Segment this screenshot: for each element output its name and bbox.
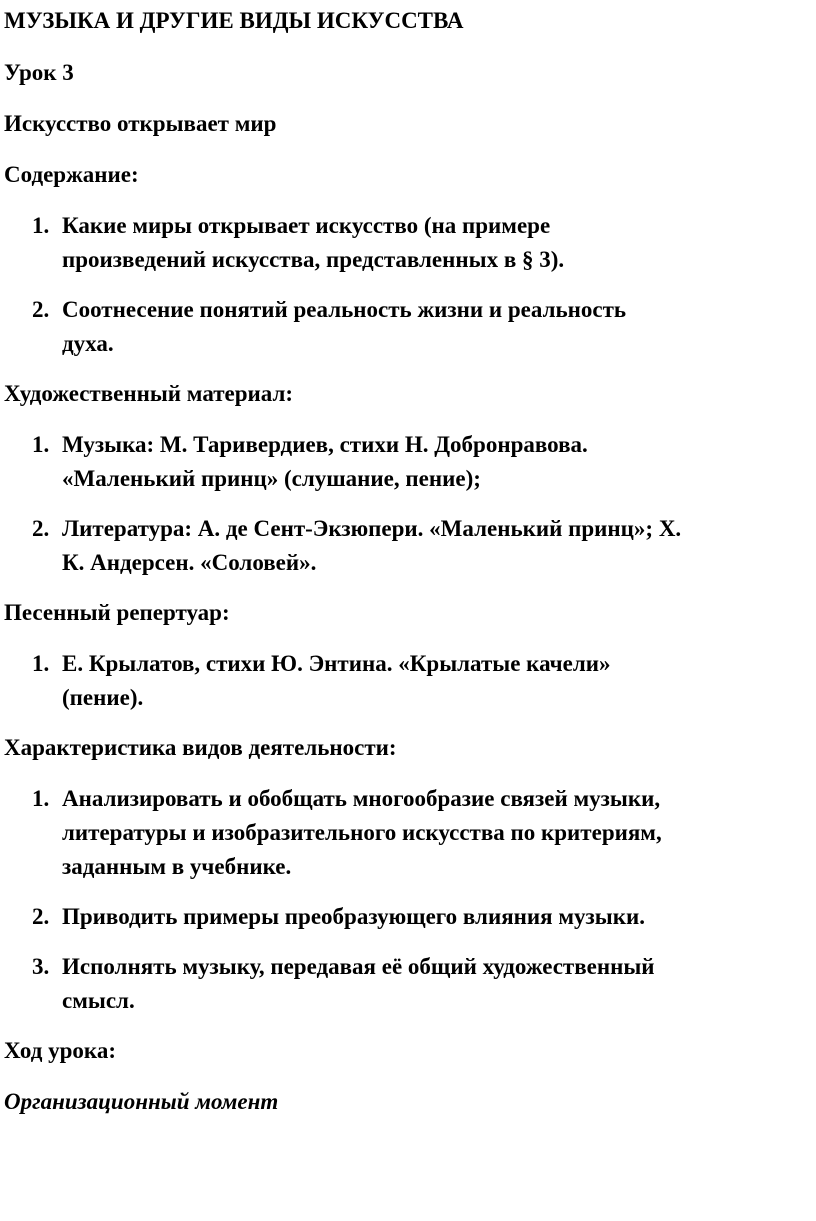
list-item (4, 512, 816, 580)
progress-subheading: Организационный момент (4, 1089, 279, 1114)
list-line: К. Андерсен. «Соловей». (62, 550, 317, 575)
list-number: 2. (32, 516, 50, 541)
lesson-topic: Искусство открывает мир (4, 111, 277, 136)
list-line: смысл. (62, 988, 135, 1013)
list-line: Музыка: М. Таривердиев, стихи Н. Добронравова. (62, 432, 588, 457)
list-line: Литература: А. де Сент-Экзюпери. «Маленький принц»; Х. (62, 516, 682, 541)
list-line: (пение). (62, 685, 144, 710)
list-number: 1. (32, 213, 50, 238)
list-line: произведений искусства, представленных в § 3). (62, 247, 565, 272)
list-item (4, 782, 816, 884)
list-number: 1. (32, 432, 50, 457)
list-number: 2. (32, 904, 50, 929)
lesson-number: Урок 3 (4, 60, 74, 85)
list-number: 2. (32, 297, 50, 322)
list-line: Соотнесение понятий реальность жизни и реальность (62, 297, 627, 322)
material-list (4, 428, 816, 580)
list-line: заданным в учебнике. (62, 854, 292, 879)
list-line: «Маленький принц» (слушание, пение); (62, 466, 481, 491)
list-line: литературы и изобразительного искусства по критериям, (62, 820, 662, 845)
material-heading: Художественный материал: (4, 381, 294, 406)
list-item (4, 900, 816, 934)
list-line: Е. Крылатов, стихи Ю. Энтина. «Крылатые качели» (62, 651, 611, 676)
repertoire-list (4, 647, 816, 715)
list-line: Анализировать и обобщать многообразие связей музыки, (62, 786, 661, 811)
progress-heading: Ход урока: (4, 1038, 116, 1063)
content-list (4, 209, 816, 361)
activities-list (4, 782, 816, 1018)
activities-heading: Характеристика видов деятельности: (4, 735, 397, 760)
list-line: духа. (62, 331, 114, 356)
list-line: Какие миры открывает искусство (на примере (62, 213, 551, 238)
list-number: 1. (32, 651, 50, 676)
list-line: Исполнять музыку, передавая её общий художественный (62, 954, 655, 979)
repertoire-heading: Песенный репертуар: (4, 600, 230, 625)
list-item (4, 647, 816, 715)
list-item (4, 428, 816, 496)
list-number: 1. (32, 786, 50, 811)
list-number: 3. (32, 954, 50, 979)
list-line: Приводить примеры преобразующего влияния музыки. (62, 904, 645, 929)
document-title: МУЗЫКА И ДРУГИЕ ВИДЫ ИСКУССТВА (4, 8, 464, 33)
list-item (4, 293, 816, 361)
list-item (4, 209, 816, 277)
list-item (4, 950, 816, 1018)
content-heading: Содержание: (4, 162, 139, 187)
